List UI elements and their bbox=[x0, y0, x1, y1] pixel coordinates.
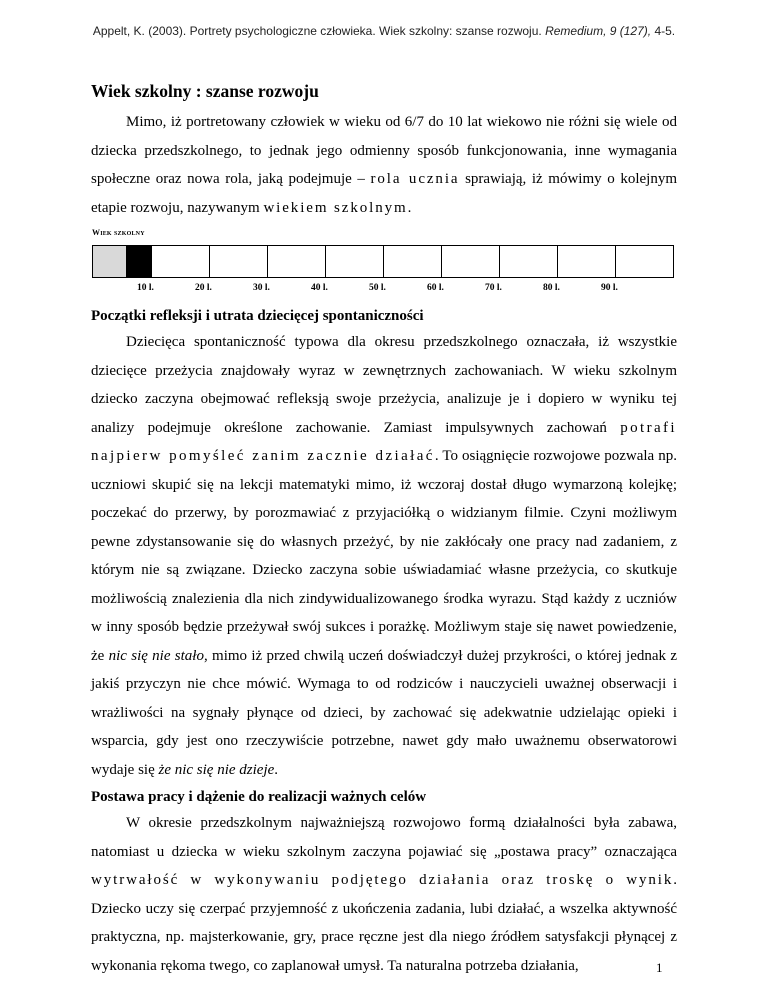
section-heading: Początki refleksji i utrata dziecięcej spontaniczności bbox=[91, 308, 424, 324]
tick-label: 70 l. bbox=[485, 283, 502, 293]
document-body bbox=[91, 80, 677, 980]
timeline-cell bbox=[151, 246, 209, 277]
italic-phrase: że nic się nie dzieje bbox=[158, 761, 275, 778]
section2-paragraph bbox=[91, 809, 677, 980]
tick-label: 80 l. bbox=[543, 283, 560, 293]
timeline-cell bbox=[441, 246, 499, 277]
citation-journal: Remedium, 9 (127), bbox=[545, 24, 652, 38]
timeline-bar bbox=[92, 245, 674, 278]
citation-plain: Appelt, K. (2003). Portrety psychologiczne człowieka. Wiek szkolny: szanse rozwoju. bbox=[92, 24, 546, 38]
page-number: 1 bbox=[656, 960, 663, 975]
text-run: . bbox=[274, 761, 279, 778]
timeline-cell-school bbox=[126, 246, 151, 277]
spaced-term: potrafi najpierw pomyśleć zanim zacznie działać bbox=[91, 419, 677, 464]
timeline-cell bbox=[615, 246, 673, 277]
timeline-cell bbox=[325, 246, 383, 277]
tick-label: 60 l. bbox=[427, 283, 444, 293]
text-run: . Dziecko uczy się czerpać przyjemność z ukończenia zadania, lubi działać, a wszelka aktywność praktyczna, np. majsterkowanie, gry, prace ręczne jest dla niego źródłem satysfakcji płynącej z wykonania rękoma twego, co zaplanował umysł. Ta naturalna potrzeba działania, bbox=[91, 872, 677, 974]
section-heading: Postawa pracy i dążenie do realizacji ważnych celów bbox=[91, 789, 427, 805]
tick-label: 30 l. bbox=[253, 283, 270, 293]
tick-label: 20 l. bbox=[195, 283, 212, 293]
citation-pages: 4-5. bbox=[651, 24, 676, 38]
tick-label: 50 l. bbox=[369, 283, 386, 293]
timeline-cell bbox=[557, 246, 615, 277]
age-timeline bbox=[91, 222, 677, 300]
timeline-cell bbox=[383, 246, 441, 277]
timeline-label: Wiek szkolny bbox=[92, 228, 145, 237]
italic-phrase: nic się nie stało bbox=[108, 647, 204, 664]
text-run: . bbox=[407, 199, 412, 216]
spaced-term: wiekiem szkolnym bbox=[263, 199, 408, 216]
timeline-cell bbox=[209, 246, 267, 277]
timeline-cell-preschool bbox=[93, 246, 126, 277]
text-run: . To osiągnięcie rozwojowe pozwala np. uczniowi skupić się na lekcji matematyki mimo, iż wczoraj dostał długo wymarzoną kolejkę; poczekać do przerwy, by porozmawiać z przyjaciółką o widzianym filmie. Czyni możliwym pewne zdystansowanie się do własnych przeżyć, by nie zakłócały one pracy nad zadaniem, z którym nie są związane. Dziecko zaczyna sobie uświadamiać własne przeżycia, co skutkuje możliwością znalezienia dla nich zindywidualizowanego środka wyrazu. Stąd każdy z uczniów w inny sposób będzie przeżywał swój sukces i porażkę. Możliwym staje się nawet powiedzenie, że bbox=[91, 448, 677, 664]
text-run: sprawiają, iż mówimy o kolejnym etapie rozwoju, nazywanym bbox=[91, 171, 677, 216]
spaced-term: rola ucznia bbox=[370, 171, 460, 187]
text-run: Mimo, iż portretowany człowiek w wieku od 6/7 do 10 lat wiekowo nie różni się wiele od dziecka przedszkolnego, to jednak jego odmienny sposób funkcjonowania, inne wymagania społeczne oraz nowa rola, jaką podejmuje – bbox=[91, 114, 677, 187]
article-title: Wiek szkolny : szanse rozwoju bbox=[91, 81, 319, 101]
tick-label: 10 l. bbox=[137, 283, 154, 293]
text-run: Dziecięca spontaniczność typowa dla okresu przedszkolnego oznaczała, iż wszystkie dziecięce przeżycia znajdowały wyraz w zewnętrznych zachowaniach. W wieku szkolnym dziecko zaczyna obejmować refleksją swoje przeżycia, analizuje je i dopiero w wyniku tej analizy podejmuje określone zachowanie. Zamiast impulsywnych zachowań bbox=[91, 334, 677, 436]
tick-label: 90 l. bbox=[601, 283, 618, 293]
tick-label: 40 l. bbox=[311, 283, 328, 293]
text-run: W okresie przedszkolnym najważniejszą rozwojowo formą działalności była zabawa, natomiast u dziecka w wieku szkolnym zaczyna pojawiać się „postawa pracy” oznaczająca bbox=[91, 815, 677, 860]
section1-paragraph bbox=[91, 328, 677, 784]
timeline-cell bbox=[267, 246, 325, 277]
intro-paragraph bbox=[91, 108, 677, 222]
text-run: , mimo iż przed chwilą uczeń doświadczył dużej przykrości, o której jednak z jakiś przyczyn nie chce mówić. Wymaga to od rodziców i nauczycieli uważnej obserwacji i wrażliwości na sygnały płynące od dzieci, by zachować się adekwatnie udzielając opieki i wsparcia, gdy jest ono rzeczywiście potrzebne, nawet gdy mało uważnemu obserwatorowi wydaje się bbox=[91, 647, 677, 778]
timeline-cell bbox=[499, 246, 557, 277]
citation-header bbox=[0, 24, 768, 38]
spaced-term: wytrwałość w wykonywaniu podjętego działania oraz troskę o wynik bbox=[91, 872, 674, 888]
